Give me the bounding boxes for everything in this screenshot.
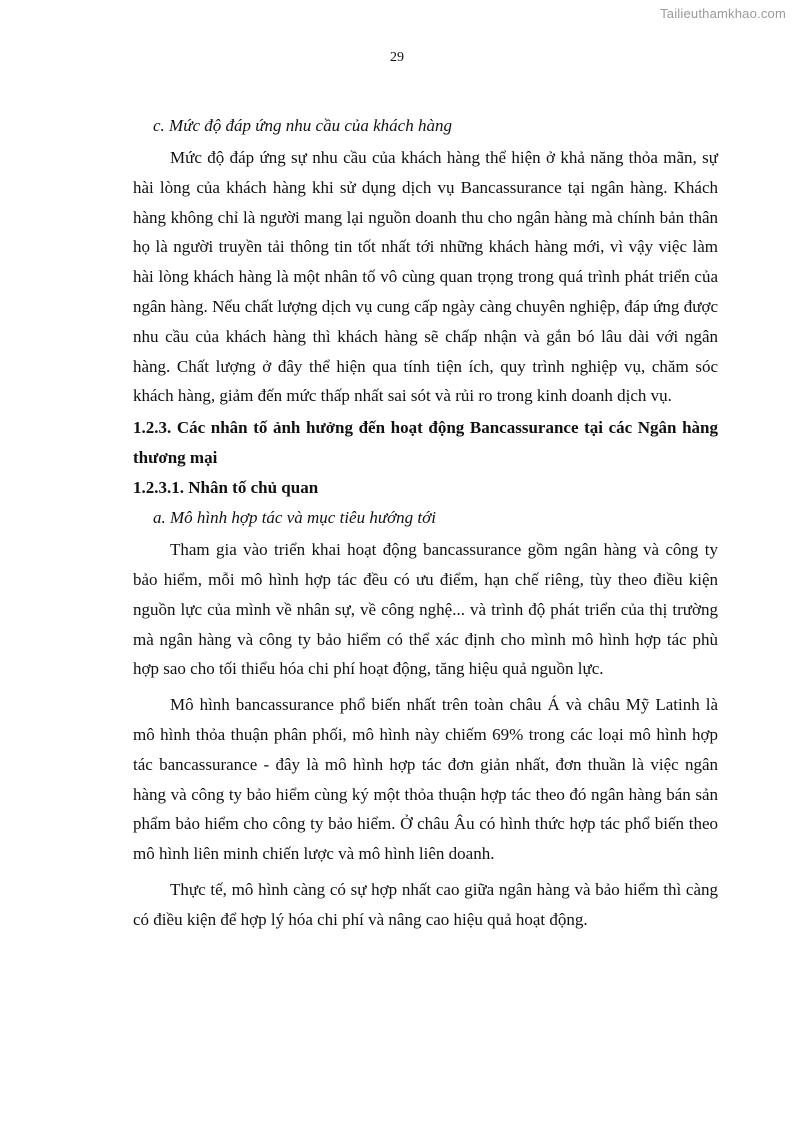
section-1-2-3-1-heading: 1.2.3.1. Nhân tố chủ quan <box>133 478 319 498</box>
paragraph: Thực tế, mô hình càng có sự hợp nhất cao giữa ngân hàng và bảo hiểm thì càng có điều kiện để hợp lý hóa chi phí và nâng cao hiệu quả hoạt động. <box>133 879 718 929</box>
section-c-heading: c. Mức độ đáp ứng nhu cầu của khách hàng <box>153 116 452 135</box>
section-c-paragraph: Mức độ đáp ứng sự nhu cầu của khách hàng thể hiện ở khả năng thỏa mãn, sự hài lòng của khách hàng khi sử dụng dịch vụ Bancassurance tại ngân hàng. Khách hàng không chỉ là người mang lại nguồn doanh thu cho ngân hàng mà chính bản thân họ là người truyền tải thông tin tốt nhất tới những khách hàng mới, vì vậy việc làm hài lòng khách hàng là một nhân tố vô cùng quan trọng trong quá trình phát triển của ngân hàng. Nếu chất lượng dịch vụ cung cấp ngày càng chuyên nghiệp, đáp ứng được nhu cầu của khách hàng thì khách hàng sẽ chấp nhận và gắn bó lâu dài với ngân hàng. Chất lượng ở đây thể hiện qua tính tiện ích, quy trình nghiệp vụ, chăm sóc khách hàng, giảm đến mức thấp nhất sai sót và rủi ro trong kinh doanh dịch vụ. <box>133 148 718 406</box>
section-1-2-3-heading: 1.2.3. Các nhân tố ảnh hưởng đến hoạt động Bancassurance tại các Ngân hàng thương mại <box>133 418 718 468</box>
watermark: Tailieuthamkhao.com <box>660 6 786 21</box>
page-number: 29 <box>390 50 404 65</box>
subsection-a-heading: a. Mô hình hợp tác và mục tiêu hướng tới <box>153 508 436 528</box>
paragraph: Mô hình bancassurance phổ biến nhất trên toàn châu Á và châu Mỹ Latinh là mô hình thỏa thuận phân phối, mô hình này chiếm 69% trong các loại mô hình hợp tác bancassurance - đây là mô hình hợp tác đơn giản nhất, đơn thuần là việc ngân hàng và công ty bảo hiểm cùng ký một thỏa thuận hợp tác theo đó ngân hàng bán sản phẩm bảo hiểm cho công ty bảo hiểm. Ở châu Âu có hình thức hợp tác phổ biến theo mô hình liên minh chiến lược và mô hình liên doanh. <box>133 695 718 864</box>
paragraph: Tham gia vào triển khai hoạt động bancassurance gồm ngân hàng và công ty bảo hiểm, mỗi mô hình hợp tác đều có ưu điểm, hạn chế riêng, tùy theo điều kiện nguồn lực của mình về nhân sự, về công nghệ... và trình độ phát triển của thị trường mà ngân hàng và công ty bảo hiểm có thể xác định cho mình mô hình hợp tác phù hợp sao cho tối thiểu hóa chi phí hoạt động, tăng hiệu quả nguồn lực. <box>133 540 718 679</box>
document-body <box>133 111 718 935</box>
